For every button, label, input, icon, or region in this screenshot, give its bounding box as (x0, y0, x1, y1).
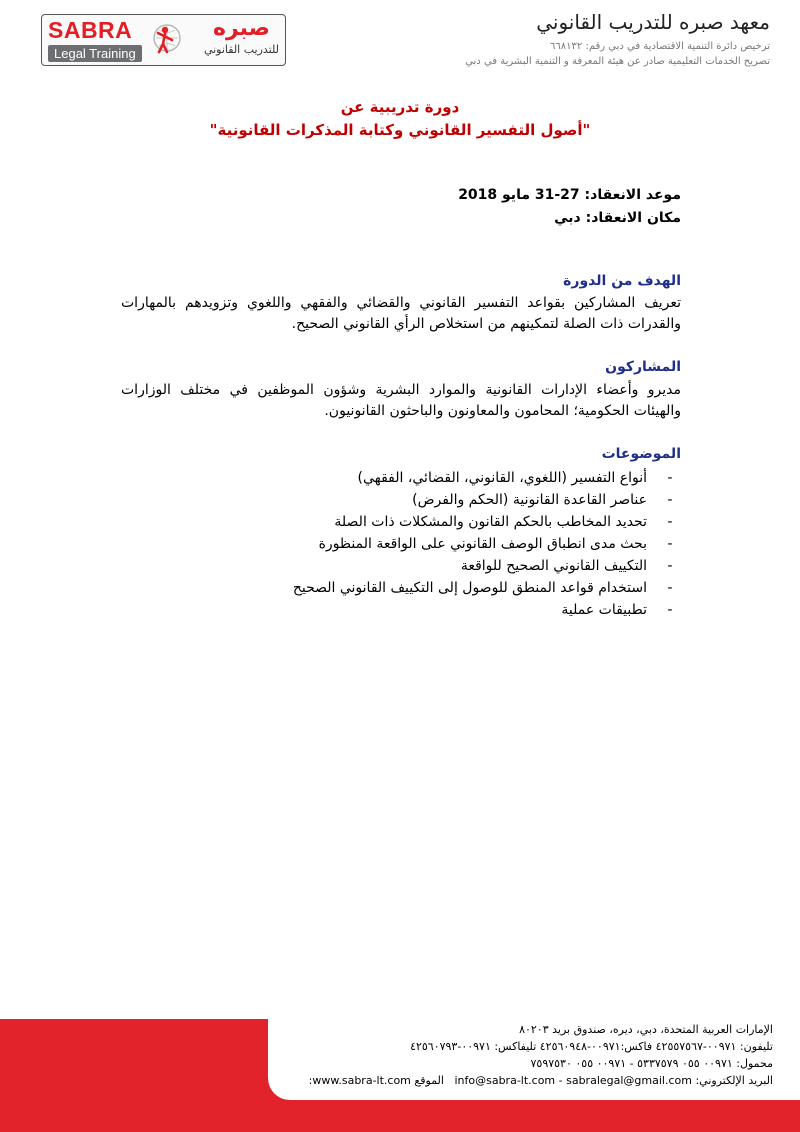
website-url[interactable]: www.sabra-lt.com: (308, 1074, 411, 1087)
list-item (293, 467, 681, 489)
list-item (293, 577, 681, 599)
footer-mobiles: محمول: ٠٠٩٧١ ٠٥٥ ٥٣٣٧٥٧٩ - ٠٠٩٧١ ٠٥٥ ٧٥٩٧٥٣٠ (530, 1057, 773, 1070)
topic-text: عناصر القاعدة القانونية (الحكم والفرض) (412, 492, 647, 508)
logo-brand-en: SABRA (48, 17, 133, 43)
logo-subtitle-en: Legal Training (48, 45, 142, 62)
logo-subtitle-ar: للتدريب القانوني (203, 43, 279, 56)
bullet-dash: - (667, 558, 673, 574)
bullet-dash: - (667, 602, 673, 618)
topics-list (293, 467, 681, 621)
list-item (293, 511, 681, 533)
institute-name: معهد صبره للتدريب القانوني (536, 10, 770, 34)
institute-logo (41, 14, 286, 66)
list-item (293, 599, 681, 621)
course-place: مكان الانعقاد: دبي (554, 210, 681, 226)
list-item (293, 489, 681, 511)
topic-text: التكييف القانوني الصحيح للواقعة (460, 558, 647, 574)
topic-text: بحث مدى انطباق الوصف القانوني على الواقعة المنظورة (318, 536, 647, 552)
bullet-dash: - (667, 470, 673, 486)
footer-phones: تليفون: ٠٠٩٧١-٤٢٥٥٧٥٦٧ فاكس:٠٠٩٧١-٤٢٥٦٠٩٤٨ تليفاكس: ٠٠٩٧١-٤٢٥٦٠٧٩٣ (410, 1040, 773, 1053)
topic-text: تطبيقات عملية (561, 602, 647, 618)
logo-arabic (204, 15, 279, 57)
logo-brand-ar: صبره (213, 16, 270, 41)
bullet-dash: - (667, 536, 673, 552)
participants-heading: المشاركون (605, 359, 681, 375)
license-line-1: ترخيص دائرة التنمية الاقتصادية في دبي رقم: ٦٦٨١٣٢ (550, 41, 770, 52)
topic-text: تحديد المخاطب بالحكم القانون والمشكلات ذات الصلة (334, 514, 647, 530)
footer-address: الإمارات العربية المتحدة، دبي، ديره، صندوق بريد ٨٠٢٠٣ (519, 1023, 773, 1036)
list-item (293, 555, 681, 577)
bullet-dash: - (667, 514, 673, 530)
list-item (293, 533, 681, 555)
participants-text: مديرو وأعضاء الإدارات القانونية والموارد البشرية وشؤون الموظفين في مختلف الوزارات والهيئات الحكومية؛ المحامون والمعاونون والباحثون القانونيون. (121, 382, 681, 419)
bullet-dash: - (667, 492, 673, 508)
email-addresses[interactable]: info@sabra-lt.com - sabralegal@gmail.com (454, 1074, 692, 1087)
course-label: دورة تدريبية عن (340, 98, 460, 116)
topics-heading: الموضوعات (601, 446, 681, 462)
logo-english (48, 17, 142, 63)
topic-text: أنواع التفسير (اللغوي، القانوني، القضائي، الفقهي) (357, 470, 647, 486)
license-line-2: تصريح الخدمات التعليمية صادر عن هيئة المعرفة و التنمية البشرية في دبي (465, 56, 770, 67)
footer-contact (309, 1074, 773, 1087)
email-label: البريد الإلكتروني: (695, 1074, 773, 1087)
course-name: "أصول التفسير القانوني وكتابة المذكرات القانونية" (209, 121, 591, 139)
website-label: الموقع (414, 1074, 444, 1087)
bullet-dash: - (667, 580, 673, 596)
topic-text: استخدام قواعد المنطق للوصول إلى التكييف القانوني الصحيح (292, 580, 647, 596)
objective-text: تعريف المشاركين بقواعد التفسير القانوني والقضائي والفقهي واللغوي وتزويدهم بالمهارات والقدرات ذات الصلة لتمكينهم من استخلاص الرأي القانوني الصحيح. (121, 295, 681, 332)
course-date: موعد الانعقاد: 27-31 مايو 2018 (458, 187, 681, 203)
logo-figure-icon (152, 21, 182, 63)
objective-heading: الهدف من الدورة (563, 273, 681, 289)
